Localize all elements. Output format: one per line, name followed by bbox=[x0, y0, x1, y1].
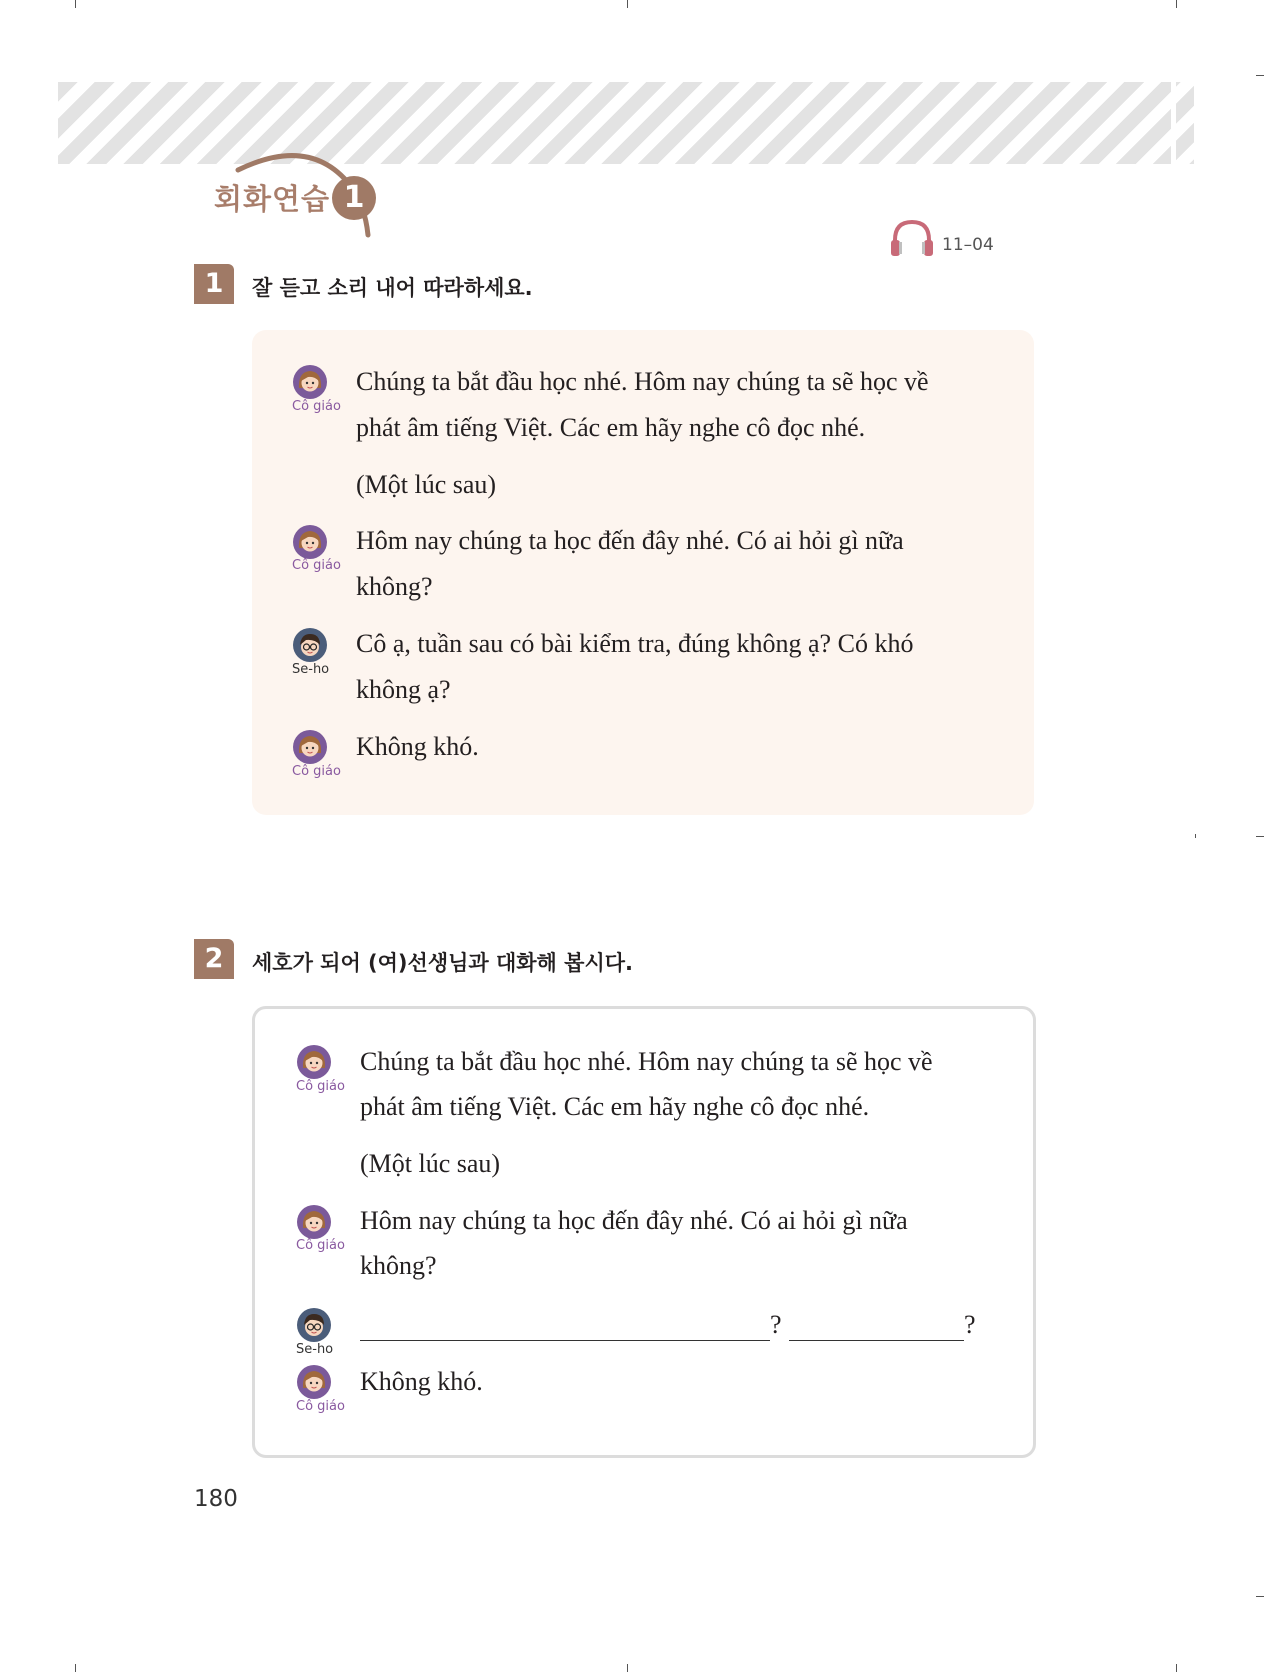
speaker-label: Cô giáo bbox=[296, 1079, 345, 1094]
dialogue-line: phát âm tiếng Việt. Các em hãy nghe cô đọc nhé. bbox=[356, 413, 866, 442]
teacher-avatar-icon bbox=[296, 1044, 332, 1080]
answer-blank-2[interactable] bbox=[789, 1339, 964, 1341]
crop-mark bbox=[75, 1664, 76, 1672]
dialogue-line: không ạ? bbox=[356, 675, 451, 704]
crop-mark bbox=[1256, 75, 1264, 76]
speaker-label: Cô giáo bbox=[296, 1399, 345, 1414]
speaker-label: Cô giáo bbox=[296, 1238, 345, 1253]
dialogue-note: (Một lúc sau) bbox=[356, 470, 497, 499]
header-stripe-gap bbox=[1171, 82, 1176, 164]
crop-mark bbox=[75, 0, 76, 8]
dialogue-line: phát âm tiếng Việt. Các em hãy nghe cô đọc nhé. bbox=[360, 1092, 870, 1121]
headphones-icon[interactable] bbox=[889, 218, 935, 258]
crop-mark bbox=[1176, 0, 1177, 8]
crop-mark bbox=[1256, 1596, 1264, 1597]
dialogue-line: Chúng ta bắt đầu học nhé. Hôm nay chúng ta sẽ học về bbox=[360, 1047, 933, 1076]
crop-mark bbox=[1256, 836, 1264, 837]
crop-mark bbox=[627, 0, 628, 8]
student-avatar-icon bbox=[296, 1307, 332, 1343]
dialogue-line: Hôm nay chúng ta học đến đây nhé. Có ai hỏi gì nữa bbox=[360, 1206, 908, 1235]
question-2-number: 2 bbox=[194, 939, 234, 979]
dialogue-line: Không khó. bbox=[356, 732, 479, 761]
teacher-avatar-icon bbox=[292, 364, 328, 400]
dialogue-line: không? bbox=[356, 572, 433, 601]
lesson-title: 회화연습 bbox=[214, 182, 331, 216]
teacher-avatar-icon bbox=[296, 1204, 332, 1240]
speaker-label: Se-ho bbox=[296, 1342, 334, 1357]
student-avatar-icon bbox=[292, 627, 328, 663]
dialogue-note: (Một lúc sau) bbox=[360, 1149, 501, 1178]
dialogue-line: Hôm nay chúng ta học đến đây nhé. Có ai hỏi gì nữa bbox=[356, 526, 904, 555]
crop-mark bbox=[1195, 834, 1196, 838]
question-mark: ? bbox=[770, 1310, 782, 1339]
speaker-label: Se-ho bbox=[292, 662, 330, 677]
speaker-label: Cô giáo bbox=[292, 399, 341, 414]
dialogue-line: Cô ạ, tuần sau có bài kiểm tra, đúng không ạ? Có khó bbox=[356, 629, 914, 658]
teacher-avatar-icon bbox=[292, 524, 328, 560]
question-2-instruction: 세호가 되어 (여)선생님과 대화해 봅시다. bbox=[252, 951, 633, 975]
speaker-label: Cô giáo bbox=[292, 558, 341, 573]
header-stripe-band bbox=[58, 82, 1194, 164]
page-number: 180 bbox=[194, 1486, 238, 1512]
speaker-label: Cô giáo bbox=[292, 764, 341, 779]
dialogue-line: không? bbox=[360, 1251, 437, 1280]
dialogue-line: Chúng ta bắt đầu học nhé. Hôm nay chúng ta sẽ học về bbox=[356, 367, 929, 396]
question-mark: ? bbox=[964, 1310, 976, 1339]
track-code: 11–04 bbox=[942, 235, 994, 255]
question-1-number: 1 bbox=[194, 264, 234, 304]
teacher-avatar-icon bbox=[296, 1364, 332, 1400]
crop-mark bbox=[627, 1664, 628, 1672]
question-1-instruction: 잘 듣고 소리 내어 따라하세요. bbox=[252, 276, 533, 300]
teacher-avatar-icon bbox=[292, 729, 328, 765]
lesson-number-badge: 1 bbox=[332, 176, 376, 220]
crop-mark bbox=[1176, 1664, 1177, 1672]
dialogue-line: Không khó. bbox=[360, 1367, 483, 1396]
answer-blank-1[interactable] bbox=[360, 1339, 770, 1341]
